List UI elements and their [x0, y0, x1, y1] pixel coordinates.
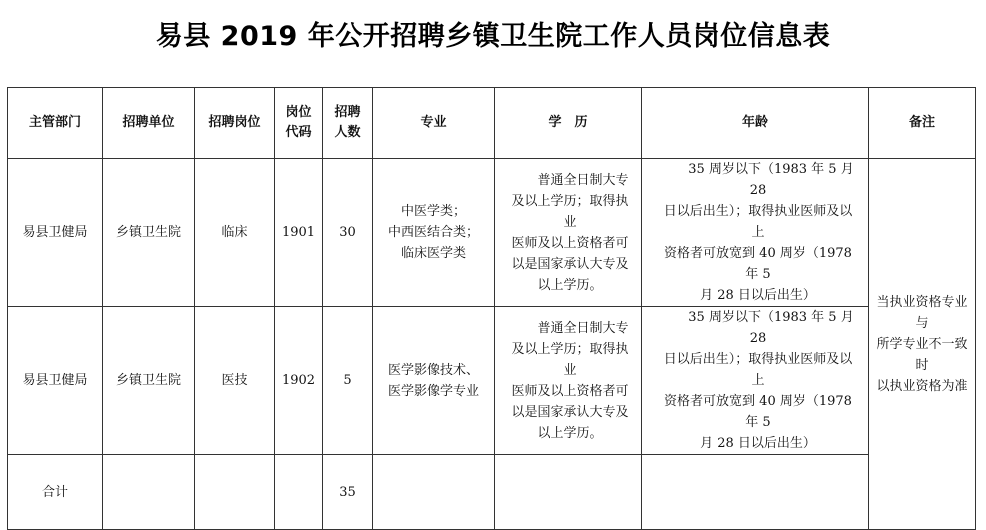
remark-line: 以执业资格为准 — [876, 378, 968, 394]
cell-post: 医技 — [195, 307, 275, 455]
edu-line: 普通全日制大专 — [537, 172, 629, 188]
major-line: 中西医结合类； — [387, 225, 479, 240]
age-line: 35 周岁以下（1983 年 5 月 28 — [688, 162, 854, 198]
major-line: 临床医学类 — [400, 246, 466, 261]
header-num-line2: 人数 — [334, 125, 361, 140]
recruitment-table — [7, 87, 976, 530]
cell-empty — [642, 455, 869, 530]
edu-line: 以是国家承认大专及 — [511, 404, 629, 420]
edu-line: 以是国家承认大专及 — [511, 256, 629, 272]
edu-line: 普通全日制大专 — [537, 320, 629, 336]
cell-num: 5 — [323, 307, 373, 455]
age-line: 月 28 日以后出生） — [700, 288, 816, 303]
edu-line: 以上学历。 — [537, 425, 603, 441]
cell-post: 临床 — [195, 159, 275, 307]
cell-empty — [275, 455, 323, 530]
cell-code: 1902 — [275, 307, 323, 455]
cell-major — [373, 307, 495, 455]
header-unit: 招聘单位 — [103, 88, 195, 159]
cell-empty — [495, 455, 642, 530]
cell-empty — [195, 455, 275, 530]
cell-num: 30 — [323, 159, 373, 307]
remark-line: 当执业资格专业与 — [876, 294, 968, 331]
edu-line: 及以上学历；取得执业 — [511, 341, 629, 378]
page-title: 易县 2019 年公开招聘乡镇卫生院工作人员岗位信息表 — [155, 21, 831, 52]
cell-major — [373, 159, 495, 307]
cell-unit: 乡镇卫生院 — [103, 307, 195, 455]
header-code-line1: 岗位 — [285, 105, 312, 120]
age-line: 资格者可放宽到 40 周岁（1978 年 5 — [664, 394, 852, 430]
edu-line: 医师及以上资格者可 — [511, 235, 629, 251]
major-line: 医学影像技术、 — [387, 362, 479, 378]
cell-code: 1901 — [275, 159, 323, 307]
edu-line: 以上学历。 — [537, 277, 603, 293]
cell-total-num: 35 — [323, 455, 373, 530]
cell-total-label: 合计 — [8, 455, 103, 530]
header-major: 专业 — [373, 88, 495, 159]
cell-dept: 易县卫健局 — [8, 159, 103, 307]
cell-edu — [495, 307, 642, 455]
edu-line: 及以上学历；取得执业 — [511, 193, 629, 230]
age-line: 日以后出生）；取得执业医师及以上 — [663, 352, 853, 388]
header-row — [8, 88, 976, 159]
major-line: 医学影像学专业 — [387, 383, 479, 399]
cell-empty — [373, 455, 495, 530]
edu-line: 医师及以上资格者可 — [511, 383, 629, 399]
header-code — [275, 88, 323, 159]
age-line: 日以后出生）；取得执业医师及以上 — [663, 204, 853, 240]
total-row — [8, 455, 976, 530]
table-row — [8, 159, 976, 307]
header-code-line2: 代码 — [285, 125, 312, 140]
age-line: 月 28 日以后出生） — [700, 436, 816, 451]
header-edu: 学 历 — [495, 88, 642, 159]
header-dept: 主管部门 — [8, 88, 103, 159]
header-num-line1: 招聘 — [334, 105, 361, 120]
header-age: 年龄 — [642, 88, 869, 159]
remark-line: 所学专业不一致时 — [876, 336, 968, 373]
header-post: 招聘岗位 — [195, 88, 275, 159]
cell-dept: 易县卫健局 — [8, 307, 103, 455]
cell-unit: 乡镇卫生院 — [103, 159, 195, 307]
age-line: 35 周岁以下（1983 年 5 月 28 — [688, 310, 854, 346]
age-line: 资格者可放宽到 40 周岁（1978 年 5 — [664, 246, 852, 282]
cell-edu — [495, 159, 642, 307]
cell-empty — [103, 455, 195, 530]
cell-remark — [869, 159, 976, 530]
major-line: 中医学类； — [400, 204, 466, 219]
cell-age — [642, 159, 869, 307]
table-row — [8, 307, 976, 455]
cell-age — [642, 307, 869, 455]
header-remark: 备注 — [869, 88, 976, 159]
header-num — [323, 88, 373, 159]
